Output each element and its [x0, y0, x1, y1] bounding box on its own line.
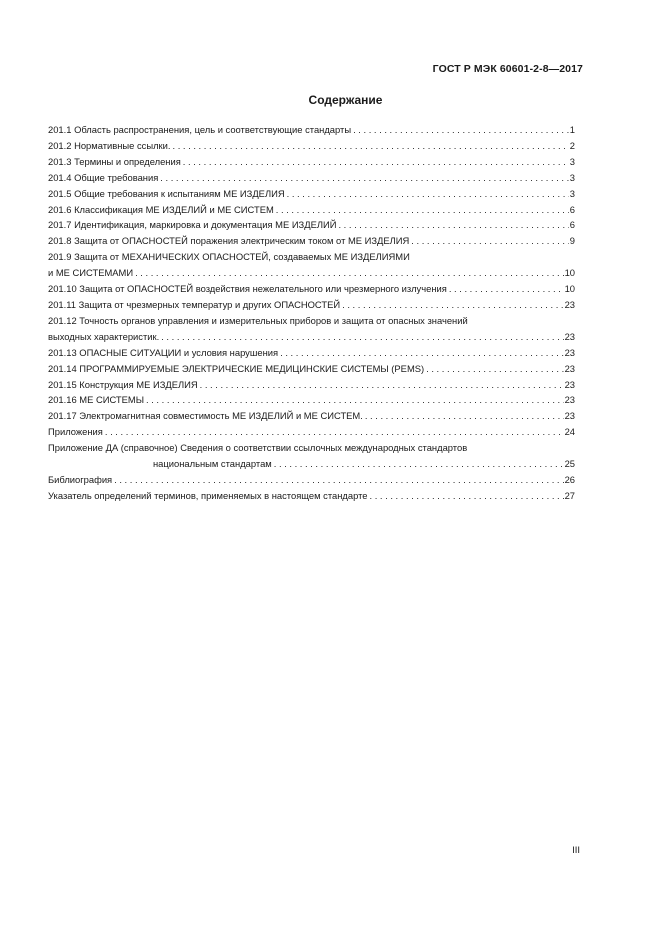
- dot-leader: [274, 456, 564, 472]
- dot-leader: [365, 408, 564, 424]
- toc-entry[interactable]: [48, 154, 575, 170]
- toc-entry-page: 27: [564, 489, 575, 501]
- dot-leader: [135, 265, 563, 281]
- toc-entry-title: 201.8 Защита от ОПАСНОСТЕЙ поражения электрическим током от МЕ ИЗДЕЛИЯ: [48, 235, 410, 247]
- toc-entry-title-line1[interactable]: 201.9 Защита от МЕХАНИЧЕСКИХ ОПАСНОСТЕЙ, создаваемых МЕ ИЗДЕЛИЯМИ: [48, 251, 410, 263]
- dot-leader: [161, 329, 563, 345]
- dot-leader: [146, 392, 564, 408]
- toc-entry[interactable]: [48, 186, 575, 202]
- dot-leader: [287, 186, 569, 202]
- toc-entry-title: и МЕ СИСТЕМАМИ: [48, 267, 134, 279]
- toc-entry[interactable]: [48, 424, 575, 440]
- dot-leader: [449, 281, 564, 297]
- toc-entry[interactable]: [48, 408, 575, 424]
- toc-entry[interactable]: [48, 297, 575, 313]
- toc-entry-page: 10: [564, 283, 575, 295]
- toc-entry[interactable]: [48, 392, 575, 408]
- toc-entry-title: Указатель определений терминов, применяемых в настоящем стандарте: [48, 489, 368, 501]
- toc-entry-title: 201.7 Идентификация, маркировка и документация МЕ ИЗДЕЛИЙ: [48, 219, 337, 231]
- dot-leader: [183, 154, 569, 170]
- toc-entry[interactable]: [48, 361, 575, 377]
- toc-entry-page: 3: [569, 171, 575, 183]
- toc-entry-title: 201.16 МЕ СИСТЕМЫ: [48, 394, 145, 406]
- toc-entry-page: 23: [564, 378, 575, 390]
- toc-entry-title: выходных характеристик.: [48, 330, 160, 342]
- toc-entry[interactable]: [48, 217, 575, 233]
- toc-entry-page: 25: [564, 458, 575, 470]
- table-of-contents: [48, 122, 575, 504]
- toc-entry-title: 201.3 Термины и определения: [48, 155, 181, 167]
- toc-entry[interactable]: [48, 456, 575, 472]
- dot-leader: [370, 488, 564, 504]
- toc-entry-title-line1[interactable]: Приложение ДА (справочное) Сведения о соответствии ссылочных международных стандартов: [48, 442, 468, 454]
- dot-leader: [105, 424, 564, 440]
- toc-entry[interactable]: [48, 122, 575, 138]
- toc-entry-title: Приложения: [48, 426, 103, 438]
- toc-entry-title: 201.5 Общие требования к испытаниям МЕ ИЗДЕЛИЯ: [48, 187, 285, 199]
- toc-entry-page: 23: [564, 330, 575, 342]
- toc-entry-page: 23: [564, 410, 575, 422]
- toc-entry-title: 201.4 Общие требования: [48, 171, 159, 183]
- toc-entry-page: 2: [569, 139, 575, 151]
- toc-entry[interactable]: [48, 345, 575, 361]
- toc-entry-page: 23: [564, 394, 575, 406]
- dot-leader: [276, 202, 569, 218]
- toc-entry-page: 23: [564, 362, 575, 374]
- toc-entry-title: 201.2 Нормативные ссылки.: [48, 139, 171, 151]
- toc-entry-page: 3: [569, 187, 575, 199]
- toc-entry[interactable]: [48, 488, 575, 504]
- toc-entry-page: 26: [564, 473, 575, 485]
- toc-entry[interactable]: [48, 265, 575, 281]
- toc-entry[interactable]: [48, 138, 575, 154]
- dot-leader: [426, 361, 563, 377]
- dot-leader: [342, 297, 563, 313]
- toc-entry-title: 201.14 ПРОГРАММИРУЕМЫЕ ЭЛЕКТРИЧЕСКИЕ МЕДИЦИНСКИЕ СИСТЕМЫ (PEMS): [48, 362, 425, 374]
- toc-entry[interactable]: [48, 233, 575, 249]
- toc-entry-page: 10: [564, 267, 575, 279]
- dot-leader: [411, 233, 568, 249]
- toc-entry-title: 201.6 Классификация МЕ ИЗДЕЛИЙ и МЕ СИСТЕМ: [48, 203, 274, 215]
- toc-entry-title: 201.15 Конструкция МЕ ИЗДЕЛИЯ: [48, 378, 198, 390]
- toc-entry-page: 6: [569, 219, 575, 231]
- toc-entry-page: 9: [569, 235, 575, 247]
- toc-entry-title-line1[interactable]: 201.12 Точность органов управления и измерительных приборов и защита от опасных значений: [48, 314, 468, 326]
- dot-leader: [353, 122, 569, 138]
- dot-leader: [114, 472, 563, 488]
- dot-leader: [280, 345, 563, 361]
- toc-entry-title: 201.17 Электромагнитная совместимость МЕ ИЗДЕЛИЙ и МЕ СИСТЕМ.: [48, 410, 363, 422]
- toc-entry-title: 201.11 Защита от чрезмерных температур и других ОПАСНОСТЕЙ: [48, 298, 341, 310]
- page-number: III: [572, 845, 580, 856]
- toc-entry-title: 201.10 Защита от ОПАСНОСТЕЙ воздействия нежелательного или чрезмерного излучения: [48, 283, 447, 295]
- toc-entry-title: Библиография: [48, 473, 113, 485]
- dot-leader: [200, 377, 564, 393]
- toc-entry-page: 23: [564, 346, 575, 358]
- toc-entry-page: 6: [569, 203, 575, 215]
- dot-leader: [173, 138, 569, 154]
- toc-entry-page: 24: [564, 426, 575, 438]
- toc-entry-page: 23: [564, 298, 575, 310]
- document-code: ГОСТ Р МЭК 60601-2-8—2017: [432, 63, 583, 75]
- dot-leader: [160, 170, 569, 186]
- toc-entry[interactable]: [48, 472, 575, 488]
- toc-entry-page: 1: [569, 124, 575, 135]
- toc-entry-title: национальным стандартам: [153, 458, 272, 470]
- toc-entry[interactable]: [48, 202, 575, 218]
- dot-leader: [338, 217, 568, 233]
- toc-entry-title: 201.1 Область распространения, цель и соответствующие стандарты: [48, 124, 352, 135]
- toc-title: Содержание: [308, 93, 383, 107]
- toc-entry[interactable]: [48, 377, 575, 393]
- toc-entry-title: 201.13 ОПАСНЫЕ СИТУАЦИИ и условия нарушения: [48, 346, 279, 358]
- toc-entry[interactable]: [48, 329, 575, 345]
- toc-entry[interactable]: [48, 281, 575, 297]
- toc-entry[interactable]: [48, 170, 575, 186]
- toc-entry-page: 3: [569, 155, 575, 167]
